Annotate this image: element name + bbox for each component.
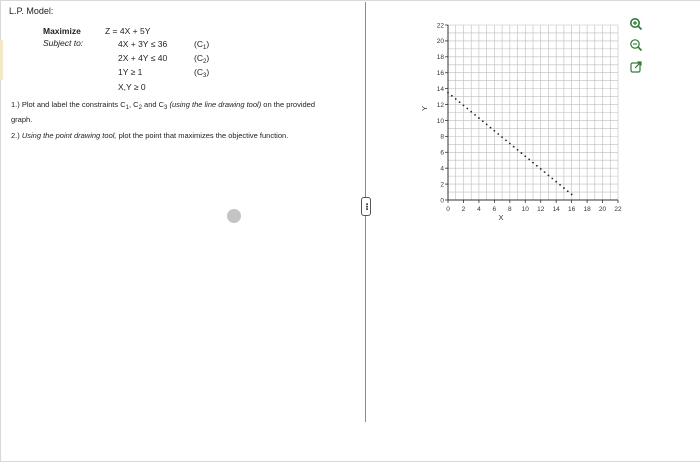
series-point bbox=[567, 190, 569, 192]
y-tick-label: 6 bbox=[440, 149, 444, 157]
x-tick-label: 8 bbox=[508, 206, 512, 213]
series-point bbox=[532, 162, 534, 164]
x-tick-label: 2 bbox=[461, 206, 466, 213]
y-tick-label: 10 bbox=[436, 117, 444, 125]
x-tick-label: 16 bbox=[568, 206, 576, 213]
constraint-1-expr: 4X + 3Y ≤ 36 bbox=[118, 39, 168, 49]
y-tick-label: 4 bbox=[440, 165, 444, 173]
series-point bbox=[497, 133, 499, 135]
instruction-1: 1.) Plot and label the constraints $C_1$, $C_2$ and $C_3$ (using the line drawing tool) on the provided graph. bbox=[11, 100, 315, 124]
y-tick-label: 22 bbox=[436, 22, 444, 30]
x-tick-label: 0 bbox=[446, 206, 450, 213]
series-point bbox=[490, 127, 492, 129]
x-tick-label: 4 bbox=[477, 206, 481, 213]
y-tick-label: 18 bbox=[436, 54, 444, 62]
instruction-2: 2.) Using the point drawing tool, plot the point that maximizes the objective function. bbox=[11, 131, 289, 140]
drag-grip-icon: ••• bbox=[362, 202, 370, 211]
series-point bbox=[478, 117, 480, 119]
series-point bbox=[513, 146, 515, 148]
series-point bbox=[455, 98, 457, 100]
series-point bbox=[474, 114, 476, 116]
constraint-3-expr: 1Y ≥ 1 bbox=[118, 67, 143, 77]
page-title: L.P. Model: bbox=[9, 6, 54, 16]
y-tick-label: 16 bbox=[436, 70, 444, 78]
x-tick-label: 20 bbox=[598, 206, 607, 213]
series-point bbox=[470, 111, 472, 113]
y-tick-label: 14 bbox=[436, 85, 444, 93]
x-tick-label: 10 bbox=[521, 206, 529, 213]
constraint-1-tag: $(C_1)$ bbox=[194, 39, 210, 51]
x-tick-label: 12 bbox=[537, 206, 545, 213]
x-tick-label: 22 bbox=[614, 206, 622, 213]
series-point bbox=[559, 184, 561, 186]
y-tick-label: 12 bbox=[436, 101, 444, 109]
series-point bbox=[509, 143, 511, 145]
lp-graph[interactable] bbox=[415, 18, 630, 223]
series-point bbox=[528, 159, 530, 161]
x-axis-label: X bbox=[498, 213, 504, 222]
series-point bbox=[563, 187, 565, 189]
zoom-out-icon[interactable] bbox=[628, 37, 644, 53]
series-point bbox=[555, 181, 557, 183]
series-point bbox=[521, 152, 523, 154]
maximize-label: Maximize bbox=[43, 26, 81, 36]
left-accent-bar bbox=[0, 40, 3, 80]
series-point bbox=[459, 101, 461, 103]
zoom-in-icon[interactable] bbox=[628, 16, 644, 32]
y-tick-label: 2 bbox=[440, 181, 444, 189]
constraint-3-tag: $(C_3)$ bbox=[194, 67, 210, 79]
constraint-2-tag: $(C_2)$ bbox=[194, 53, 210, 65]
y-axis-label: Y bbox=[420, 106, 429, 112]
x-tick-label: 14 bbox=[552, 206, 560, 213]
series-point bbox=[517, 149, 519, 151]
series-point bbox=[571, 194, 573, 196]
series-point bbox=[501, 136, 503, 138]
y-tick-label: 20 bbox=[436, 38, 444, 46]
series-point bbox=[551, 178, 553, 180]
series-point bbox=[451, 95, 453, 97]
resize-handle[interactable] bbox=[361, 197, 371, 216]
subject-to-label: Subject to: bbox=[43, 38, 84, 48]
y-tick-label: 0 bbox=[440, 197, 444, 205]
series-point bbox=[524, 155, 526, 157]
constraint-2-expr: 2X + 4Y ≤ 40 bbox=[118, 53, 168, 63]
series-point bbox=[447, 92, 449, 94]
series-point bbox=[486, 124, 488, 126]
series-point bbox=[540, 168, 542, 170]
series-point bbox=[505, 139, 507, 141]
x-tick-label: 6 bbox=[492, 206, 497, 213]
series-point bbox=[463, 104, 465, 106]
external-link-icon[interactable] bbox=[628, 59, 644, 75]
series-point bbox=[536, 165, 538, 167]
series-point bbox=[482, 120, 484, 122]
series-point bbox=[544, 171, 546, 173]
objective-function: Z = 4X + 5Y bbox=[105, 26, 151, 36]
point-drawing-marker[interactable] bbox=[227, 209, 241, 223]
nonnegativity-constraint: X,Y ≥ 0 bbox=[118, 82, 146, 92]
y-tick-label: 8 bbox=[440, 133, 444, 141]
series-point bbox=[548, 174, 550, 176]
series-point bbox=[466, 108, 468, 110]
series-point bbox=[493, 130, 495, 132]
x-tick-label: 18 bbox=[583, 206, 591, 213]
